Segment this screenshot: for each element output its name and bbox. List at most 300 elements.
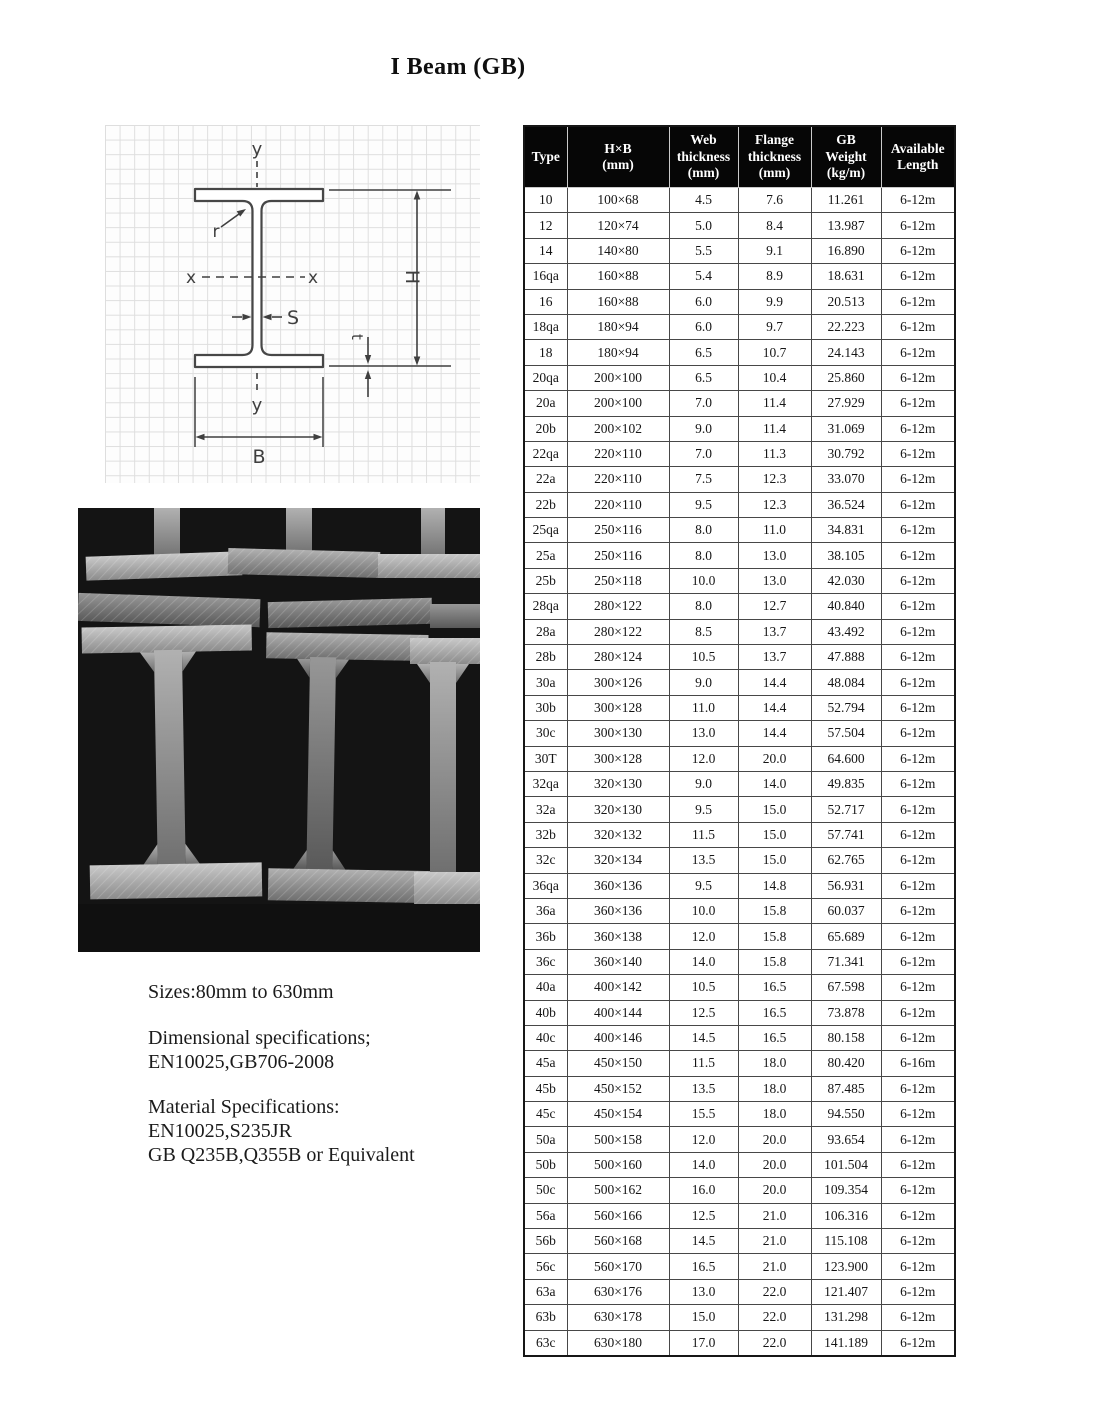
diagram-label-y-top: y [251, 139, 263, 160]
column-header: H×B (mm) [567, 126, 669, 188]
ibeam-stack-photo [78, 508, 480, 952]
table-cell: 14.0 [669, 949, 738, 974]
table-cell: 94.550 [811, 1102, 881, 1127]
table-cell: 6-12m [881, 594, 955, 619]
table-cell: 6-12m [881, 264, 955, 289]
table-cell: 14 [524, 238, 567, 263]
table-row [524, 289, 955, 314]
table-cell: 32qa [524, 771, 567, 796]
table-cell: 52.717 [811, 797, 881, 822]
table-cell: 10.0 [669, 898, 738, 923]
table-cell: 15.0 [738, 797, 811, 822]
table-cell: 5.5 [669, 238, 738, 263]
table-cell: 180×94 [567, 340, 669, 365]
table-cell: 20.513 [811, 289, 881, 314]
table-cell: 36.524 [811, 492, 881, 517]
table-cell: 65.689 [811, 924, 881, 949]
table-cell: 18 [524, 340, 567, 365]
table-cell: 6.0 [669, 314, 738, 339]
table-cell: 6-12m [881, 645, 955, 670]
material-title: Material Specifications: [148, 1096, 340, 1118]
table-cell: 87.485 [811, 1076, 881, 1101]
table-cell: 8.9 [738, 264, 811, 289]
table-cell: 13.7 [738, 619, 811, 644]
table-cell: 320×130 [567, 797, 669, 822]
table-row [524, 822, 955, 847]
h-arrowhead-top [414, 191, 421, 200]
table-cell: 5.4 [669, 264, 738, 289]
r-leader-line [221, 214, 239, 227]
table-cell: 6-12m [881, 467, 955, 492]
table-cell: 10.5 [669, 975, 738, 1000]
table-cell: 30T [524, 746, 567, 771]
table-cell: 6-12m [881, 365, 955, 390]
table-cell: 20.0 [738, 1152, 811, 1177]
table-cell: 7.0 [669, 441, 738, 466]
table-cell: 6-12m [881, 975, 955, 1000]
table-cell: 6-12m [881, 314, 955, 339]
table-row [524, 1254, 955, 1279]
table-cell: 56.931 [811, 873, 881, 898]
table-cell: 12 [524, 213, 567, 238]
b-arrowhead-left [196, 434, 205, 440]
table-cell: 450×154 [567, 1102, 669, 1127]
table-cell: 8.5 [669, 619, 738, 644]
table-cell: 45a [524, 1051, 567, 1076]
table-cell: 45c [524, 1102, 567, 1127]
table-cell: 6-12m [881, 822, 955, 847]
table-cell: 6-12m [881, 746, 955, 771]
table-cell: 36b [524, 924, 567, 949]
s-arrowhead-right [243, 314, 252, 320]
table-cell: 18qa [524, 314, 567, 339]
diagram-label-y-bottom: y [251, 395, 263, 416]
table-cell: 25qa [524, 518, 567, 543]
table-cell: 6-12m [881, 848, 955, 873]
table-cell: 250×116 [567, 543, 669, 568]
diagram-label-b: B [252, 446, 266, 468]
table-cell: 12.5 [669, 1000, 738, 1025]
table-cell: 38.105 [811, 543, 881, 568]
table-cell: 47.888 [811, 645, 881, 670]
material-note [148, 1095, 548, 1167]
table-cell: 400×146 [567, 1025, 669, 1050]
material-line2: GB Q235B,Q355B or Equivalent [148, 1144, 415, 1166]
diagram-label-t: t [348, 334, 366, 340]
table-cell: 13.7 [738, 645, 811, 670]
table-row [524, 670, 955, 695]
table-row [524, 1076, 955, 1101]
b-arrowhead-right [314, 434, 323, 440]
table-cell: 6-12m [881, 391, 955, 416]
table-cell: 12.3 [738, 492, 811, 517]
table-cell: 123.900 [811, 1254, 881, 1279]
table-cell: 6-12m [881, 1102, 955, 1127]
table-cell: 13.0 [669, 721, 738, 746]
table-cell: 6-12m [881, 340, 955, 365]
t-arrowhead-down [365, 355, 371, 364]
table-cell: 40a [524, 975, 567, 1000]
table-row [524, 1279, 955, 1304]
table-row [524, 1305, 955, 1330]
table-cell: 43.492 [811, 619, 881, 644]
table-cell: 121.407 [811, 1279, 881, 1304]
ibeam-outline [195, 189, 323, 367]
table-cell: 31.069 [811, 416, 881, 441]
table-cell: 22.223 [811, 314, 881, 339]
table-cell: 9.9 [738, 289, 811, 314]
table-cell: 20b [524, 416, 567, 441]
table-cell: 560×166 [567, 1203, 669, 1228]
table-cell: 22b [524, 492, 567, 517]
table-cell: 6-12m [881, 518, 955, 543]
table-cell: 6-12m [881, 1330, 955, 1356]
table-cell: 32c [524, 848, 567, 873]
table-cell: 18.0 [738, 1076, 811, 1101]
table-cell: 63c [524, 1330, 567, 1356]
table-cell: 6-12m [881, 568, 955, 593]
diagram-label-x-left: x [185, 268, 197, 288]
table-cell: 9.5 [669, 492, 738, 517]
table-cell: 15.8 [738, 949, 811, 974]
table-row [524, 695, 955, 720]
table-cell: 6-12m [881, 873, 955, 898]
spec-table-body [524, 188, 955, 1356]
table-cell: 25a [524, 543, 567, 568]
table-row [524, 619, 955, 644]
table-cell: 6-12m [881, 1229, 955, 1254]
table-cell: 6-12m [881, 797, 955, 822]
table-cell: 63a [524, 1279, 567, 1304]
table-cell: 22.0 [738, 1305, 811, 1330]
table-cell: 8.0 [669, 594, 738, 619]
table-cell: 15.0 [738, 848, 811, 873]
table-cell: 22a [524, 467, 567, 492]
table-cell: 16.5 [738, 1025, 811, 1050]
table-row [524, 645, 955, 670]
material-line1: EN10025,S235JR [148, 1120, 292, 1142]
table-cell: 17.0 [669, 1330, 738, 1356]
table-cell: 360×138 [567, 924, 669, 949]
table-cell: 6.0 [669, 289, 738, 314]
table-cell: 100×68 [567, 188, 669, 213]
table-cell: 21.0 [738, 1229, 811, 1254]
table-cell: 360×140 [567, 949, 669, 974]
table-cell: 6-12m [881, 441, 955, 466]
diagram-label-s: S [286, 307, 300, 329]
table-cell: 141.189 [811, 1330, 881, 1356]
table-cell: 28qa [524, 594, 567, 619]
table-cell: 200×102 [567, 416, 669, 441]
table-cell: 12.0 [669, 746, 738, 771]
table-cell: 20.0 [738, 746, 811, 771]
table-row [524, 1203, 955, 1228]
table-cell: 27.929 [811, 391, 881, 416]
table-cell: 630×176 [567, 1279, 669, 1304]
table-row [524, 1178, 955, 1203]
table-cell: 15.8 [738, 898, 811, 923]
table-cell: 15.0 [669, 1305, 738, 1330]
table-cell: 10 [524, 188, 567, 213]
table-cell: 71.341 [811, 949, 881, 974]
table-cell: 9.0 [669, 771, 738, 796]
table-cell: 220×110 [567, 441, 669, 466]
table-cell: 52.794 [811, 695, 881, 720]
table-cell: 11.0 [669, 695, 738, 720]
table-cell: 24.143 [811, 340, 881, 365]
table-row [524, 1152, 955, 1177]
table-cell: 6-12m [881, 1025, 955, 1050]
table-cell: 4.5 [669, 188, 738, 213]
column-header: Web thickness (mm) [669, 126, 738, 188]
table-cell: 109.354 [811, 1178, 881, 1203]
table-cell: 280×122 [567, 594, 669, 619]
h-arrowhead-bottom [414, 357, 421, 366]
table-cell: 8.0 [669, 518, 738, 543]
table-cell: 6-12m [881, 1203, 955, 1228]
table-cell: 56c [524, 1254, 567, 1279]
table-cell: 9.5 [669, 797, 738, 822]
table-cell: 12.7 [738, 594, 811, 619]
table-cell: 28a [524, 619, 567, 644]
table-cell: 6-12m [881, 1000, 955, 1025]
table-cell: 300×128 [567, 746, 669, 771]
table-cell: 320×130 [567, 771, 669, 796]
table-cell: 400×142 [567, 975, 669, 1000]
table-cell: 22.0 [738, 1330, 811, 1356]
table-row [524, 416, 955, 441]
table-cell: 40b [524, 1000, 567, 1025]
table-cell: 6-12m [881, 1305, 955, 1330]
table-cell: 42.030 [811, 568, 881, 593]
notes [148, 980, 548, 1167]
table-cell: 6-12m [881, 1254, 955, 1279]
table-cell: 9.0 [669, 416, 738, 441]
table-cell: 630×178 [567, 1305, 669, 1330]
table-cell: 6-12m [881, 492, 955, 517]
table-cell: 250×118 [567, 568, 669, 593]
table-cell: 6-12m [881, 1279, 955, 1304]
table-cell: 560×170 [567, 1254, 669, 1279]
table-cell: 180×94 [567, 314, 669, 339]
table-cell: 13.0 [669, 1279, 738, 1304]
table-row [524, 340, 955, 365]
table-cell: 50a [524, 1127, 567, 1152]
table-cell: 34.831 [811, 518, 881, 543]
table-cell: 500×160 [567, 1152, 669, 1177]
table-cell: 11.3 [738, 441, 811, 466]
s-arrowhead-left [263, 314, 272, 320]
table-cell: 18.631 [811, 264, 881, 289]
table-cell: 13.5 [669, 848, 738, 873]
table-cell: 6-12m [881, 670, 955, 695]
table-cell: 280×122 [567, 619, 669, 644]
table-cell: 6-12m [881, 289, 955, 314]
table-row [524, 873, 955, 898]
table-cell: 11.0 [738, 518, 811, 543]
table-row [524, 898, 955, 923]
table-cell: 6-12m [881, 898, 955, 923]
table-cell: 6-12m [881, 1152, 955, 1177]
table-cell: 6-12m [881, 949, 955, 974]
table-row [524, 924, 955, 949]
table-cell: 360×136 [567, 898, 669, 923]
table-row [524, 1051, 955, 1076]
table-cell: 320×132 [567, 822, 669, 847]
table-cell: 300×126 [567, 670, 669, 695]
table-cell: 6-12m [881, 188, 955, 213]
table-cell: 6-16m [881, 1051, 955, 1076]
ibeam-stack-illustration [78, 508, 480, 952]
table-cell: 16.5 [669, 1254, 738, 1279]
table-cell: 20qa [524, 365, 567, 390]
table-row [524, 975, 955, 1000]
table-cell: 20.0 [738, 1178, 811, 1203]
photo-bottom-shadow [78, 904, 480, 952]
table-cell: 6-12m [881, 771, 955, 796]
table-cell: 9.5 [669, 873, 738, 898]
table-cell: 25b [524, 568, 567, 593]
table-cell: 8.0 [669, 543, 738, 568]
table-cell: 14.4 [738, 721, 811, 746]
table-cell: 15.8 [738, 924, 811, 949]
table-cell: 101.504 [811, 1152, 881, 1177]
table-row [524, 1000, 955, 1025]
table-row [524, 518, 955, 543]
table-cell: 16.890 [811, 238, 881, 263]
table-cell: 160×88 [567, 264, 669, 289]
table-cell: 50c [524, 1178, 567, 1203]
table-cell: 16.5 [738, 975, 811, 1000]
table-cell: 18.0 [738, 1102, 811, 1127]
table-cell: 11.5 [669, 1051, 738, 1076]
table-cell: 500×158 [567, 1127, 669, 1152]
table-cell: 57.504 [811, 721, 881, 746]
table-cell: 13.987 [811, 213, 881, 238]
table-row [524, 188, 955, 213]
table-row [524, 238, 955, 263]
sizes-note: Sizes:80mm to 630mm [148, 981, 334, 1003]
dimensional-note [148, 1026, 548, 1074]
table-cell: 80.420 [811, 1051, 881, 1076]
spec-table-header-row [524, 126, 955, 188]
table-cell: 12.3 [738, 467, 811, 492]
table-cell: 11.261 [811, 188, 881, 213]
table-row [524, 721, 955, 746]
table-cell: 8.4 [738, 213, 811, 238]
page-title: I Beam (GB) [390, 54, 526, 80]
ibeam-cross-section-diagram [105, 125, 480, 483]
table-cell: 15.0 [738, 822, 811, 847]
table-cell: 6-12m [881, 213, 955, 238]
table-cell: 15.5 [669, 1102, 738, 1127]
table-cell: 14.0 [669, 1152, 738, 1177]
table-cell: 7.0 [669, 391, 738, 416]
table-cell: 67.598 [811, 975, 881, 1000]
table-cell: 450×150 [567, 1051, 669, 1076]
diagram-drawing [105, 125, 480, 483]
table-cell: 14.8 [738, 873, 811, 898]
table-cell: 7.5 [669, 467, 738, 492]
table-cell: 28b [524, 645, 567, 670]
table-cell: 360×136 [567, 873, 669, 898]
table-cell: 9.0 [669, 670, 738, 695]
table-cell: 60.037 [811, 898, 881, 923]
table-row [524, 568, 955, 593]
table-cell: 30.792 [811, 441, 881, 466]
table-row [524, 492, 955, 517]
table-cell: 16 [524, 289, 567, 314]
table-row [524, 1330, 955, 1356]
table-cell: 45b [524, 1076, 567, 1101]
table-cell: 560×168 [567, 1229, 669, 1254]
table-cell: 50b [524, 1152, 567, 1177]
table-cell: 62.765 [811, 848, 881, 873]
dimensional-value: EN10025,GB706-2008 [148, 1051, 335, 1073]
table-cell: 16.5 [738, 1000, 811, 1025]
table-cell: 400×144 [567, 1000, 669, 1025]
table-cell: 10.5 [669, 645, 738, 670]
table-cell: 14.0 [738, 771, 811, 796]
table-cell: 11.4 [738, 416, 811, 441]
table-cell: 93.654 [811, 1127, 881, 1152]
table-cell: 630×180 [567, 1330, 669, 1356]
table-cell: 320×134 [567, 848, 669, 873]
table-row [524, 314, 955, 339]
table-cell: 36c [524, 949, 567, 974]
table-cell: 6.5 [669, 340, 738, 365]
table-cell: 300×130 [567, 721, 669, 746]
table-cell: 20a [524, 391, 567, 416]
table-cell: 14.4 [738, 695, 811, 720]
table-cell: 200×100 [567, 365, 669, 390]
column-header: Available Length [881, 126, 955, 188]
table-cell: 30c [524, 721, 567, 746]
table-cell: 56a [524, 1203, 567, 1228]
table-cell: 10.4 [738, 365, 811, 390]
diagram-label-h: H [401, 269, 423, 285]
table-cell: 450×152 [567, 1076, 669, 1101]
table-row [524, 1102, 955, 1127]
table-cell: 48.084 [811, 670, 881, 695]
table-cell: 500×162 [567, 1178, 669, 1203]
table-cell: 11.5 [669, 822, 738, 847]
table-row [524, 797, 955, 822]
table-cell: 18.0 [738, 1051, 811, 1076]
table-cell: 32b [524, 822, 567, 847]
table-row [524, 365, 955, 390]
table-cell: 220×110 [567, 492, 669, 517]
table-row [524, 594, 955, 619]
table-cell: 6-12m [881, 238, 955, 263]
table-cell: 30b [524, 695, 567, 720]
table-cell: 36a [524, 898, 567, 923]
table-cell: 115.108 [811, 1229, 881, 1254]
diagram-label-x-right: x [307, 268, 319, 288]
column-header: GB Weight (kg/m) [811, 126, 881, 188]
column-header: Type [524, 126, 567, 188]
table-cell: 73.878 [811, 1000, 881, 1025]
table-row [524, 1229, 955, 1254]
table-cell: 56b [524, 1229, 567, 1254]
table-cell: 13.5 [669, 1076, 738, 1101]
table-cell: 49.835 [811, 771, 881, 796]
table-cell: 64.600 [811, 746, 881, 771]
dimensional-title: Dimensional specifications; [148, 1027, 371, 1049]
t-arrowhead-up [365, 370, 371, 379]
table-cell: 106.316 [811, 1203, 881, 1228]
table-cell: 40c [524, 1025, 567, 1050]
